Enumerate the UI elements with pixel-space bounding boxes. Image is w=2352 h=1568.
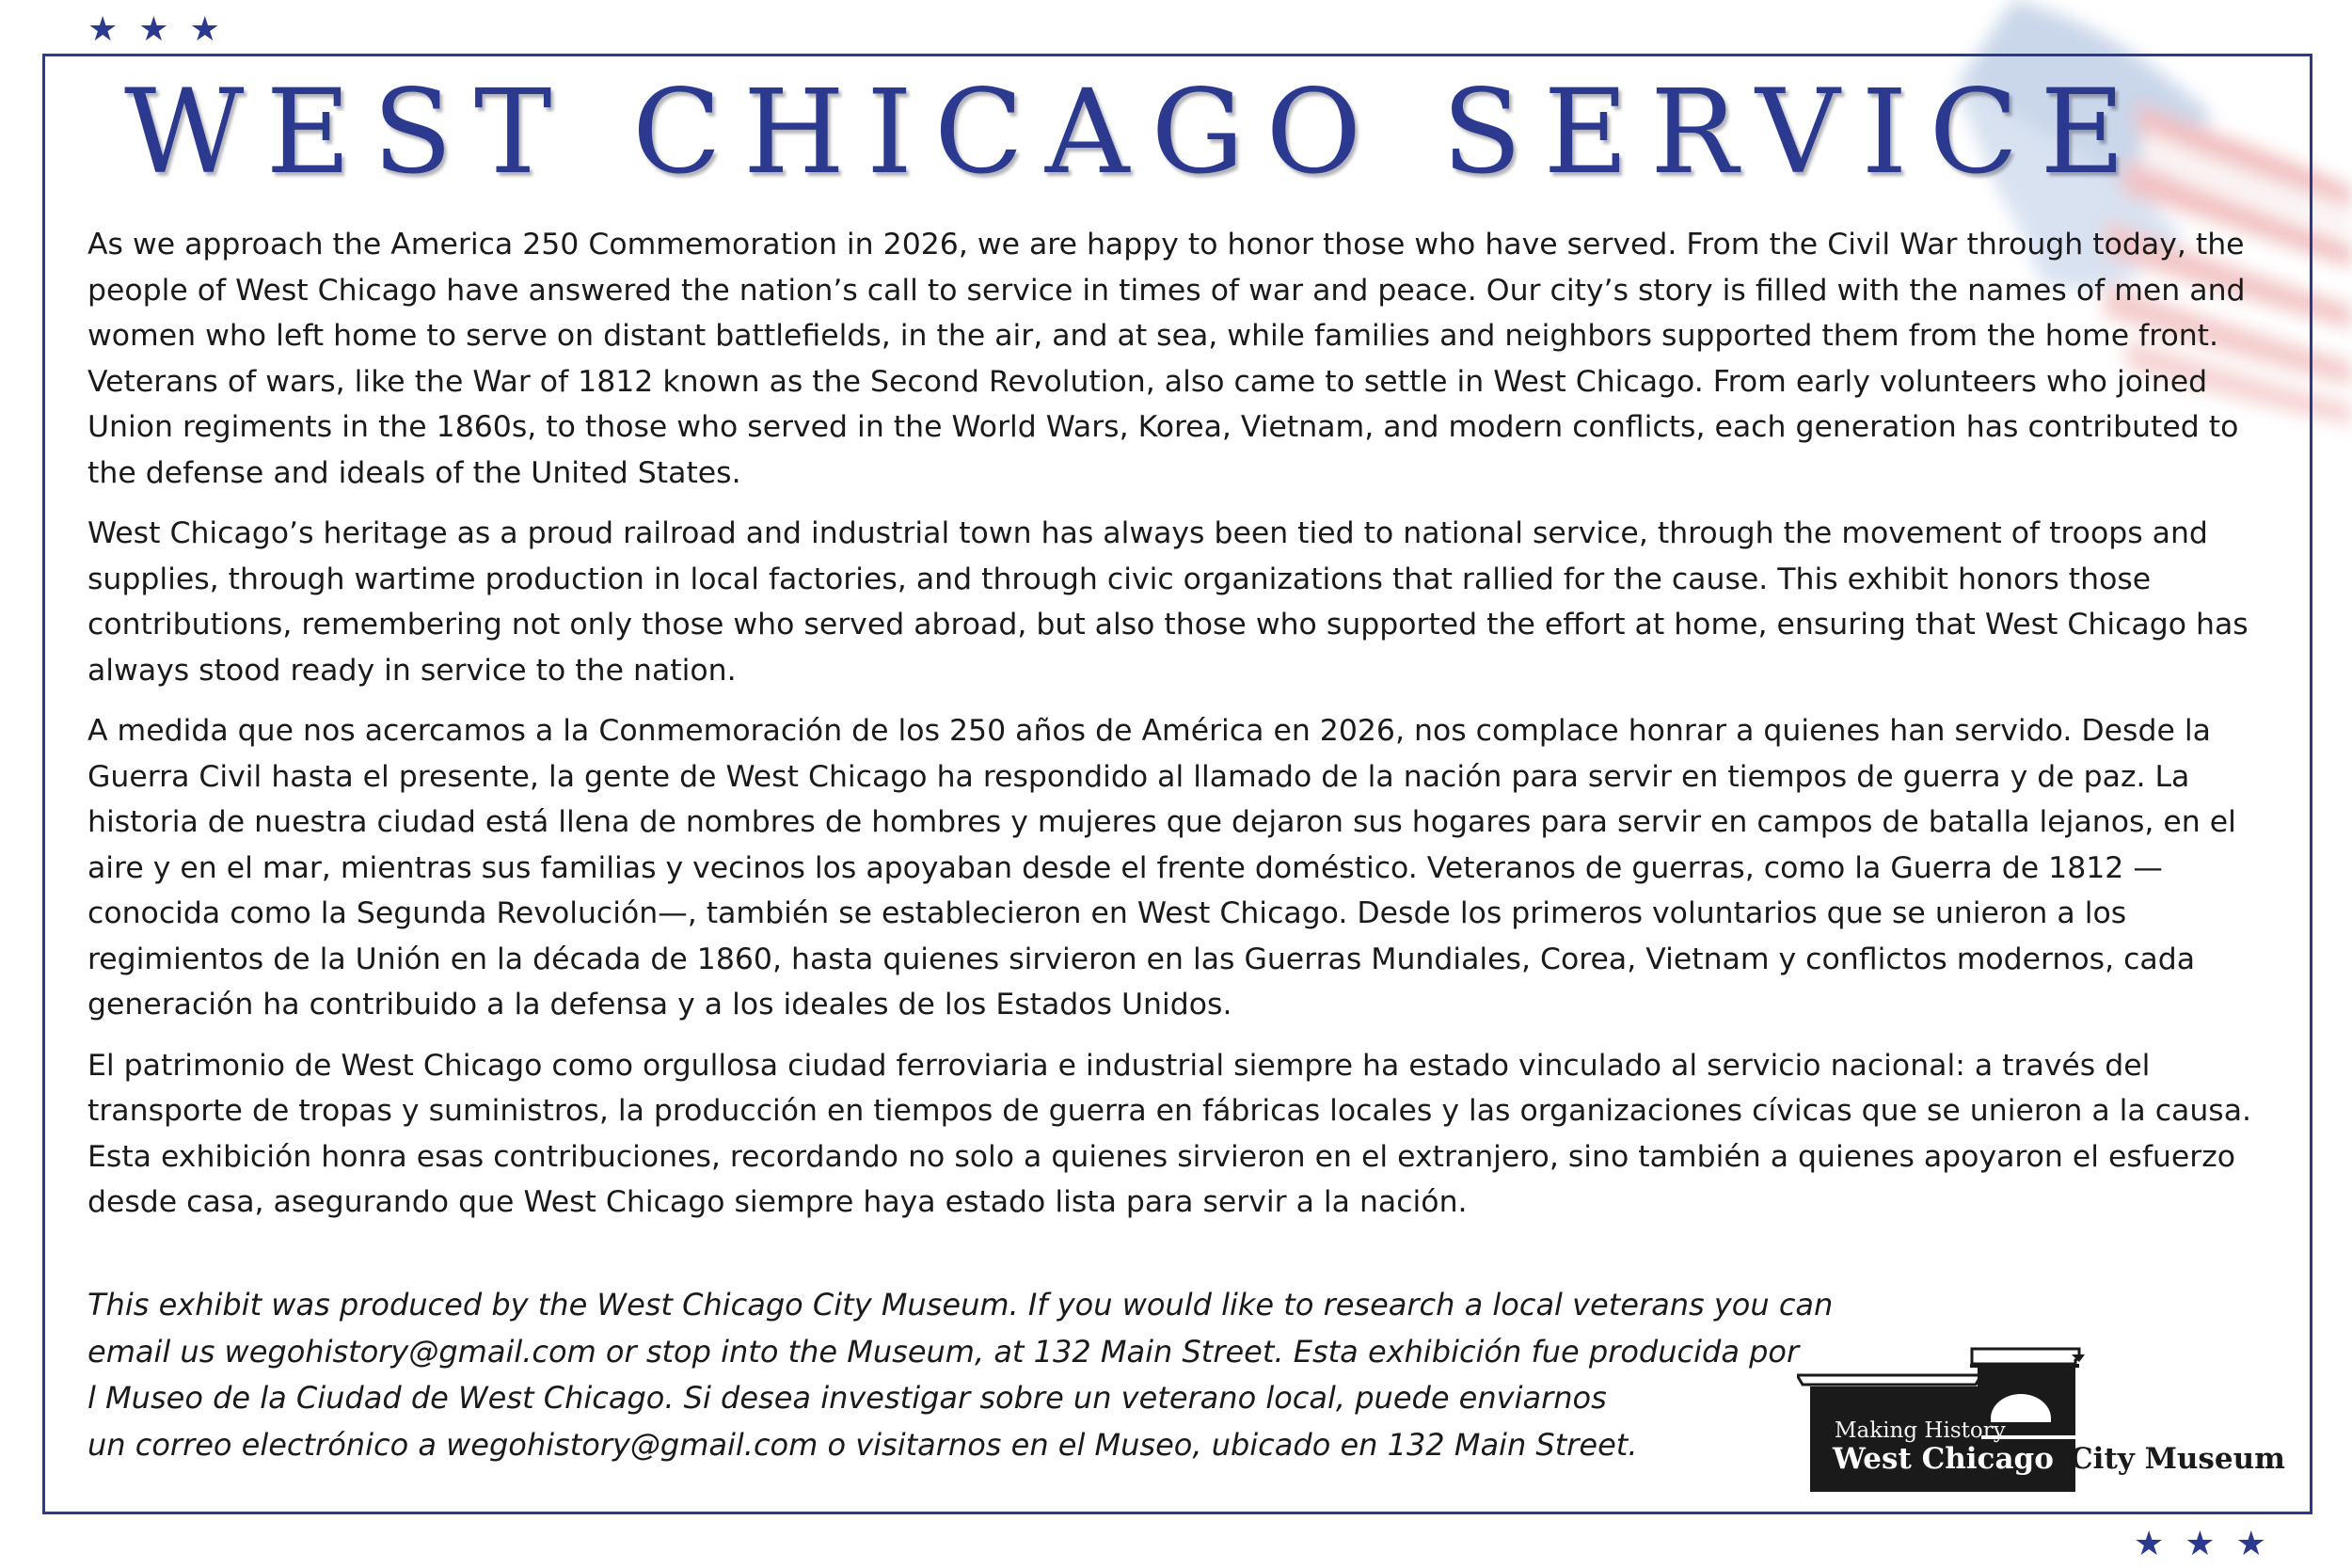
star-icon: ★ xyxy=(2235,1525,2287,1563)
paragraph-spanish-1: A medida que nos acercamos a la Conmemoración de los 250 años de América en 2026, nos complace honrar a quienes han servido. Desde la Guerra Civil hasta el presente, la gente de West Chicago ha respondido al llamado de la nación para servir en tiempos de guerra y de paz. La historia de nuestra ciudad está llena de nombres de hombres y mujeres que dejaron sus hogares para servir en campos de batalla lejanos, en el aire y en el mar, mientras sus familias y vecinos los apoyaban desde el frente doméstico. Veteranos de guerras, como la Guerra de 1812 —conocida como la Segunda Revolución—, también se establecieron en West Chicago. Desde los primeros voluntarios que se unieron a los regimientos de la Unión en la década de 1860, hasta quienes sirvieron en las Guerras Mundiales, Corea, Vietnam y conflictos modernos, cada generación ha contribuido a la defensa y a los ideales de los Estados Unidos. xyxy=(87,714,2236,1022)
paragraph-english-2: West Chicago’s heritage as a proud railroad and industrial town has always been tied to national service, through the movement of troops and supplies, through wartime production in local factories, and through civic organizations that rallied for the cause. This exhibit honors those contributions, remembering not only those who served abroad, but also those who supported the effort at home, ensuring that West Chicago has always stood ready in service to the nation. xyxy=(87,516,2249,688)
credit-line: email us wegohistory@gmail.com or stop into the Museum, at 132 Main Street. Esta exhibición fue producida por xyxy=(87,1333,1800,1370)
credit-line: l Museo de la Ciudad de West Chicago. Si desea investigar sobre un veterano local, puede enviarnos xyxy=(87,1380,1607,1416)
logo-name-part1: West Chicago xyxy=(1833,1442,2054,1476)
museum-logo xyxy=(1797,1345,2286,1492)
star-icon: ★ xyxy=(87,10,139,49)
logo-tagline: Making History xyxy=(1835,1418,2006,1443)
logo-name-part2: City Museum xyxy=(2070,1442,2285,1476)
stars-top-decoration xyxy=(87,10,241,49)
credit-line: This exhibit was produced by the West Chicago City Museum. If you would like to research a local veterans you can xyxy=(87,1287,1834,1323)
credit-note xyxy=(87,1282,1834,1468)
star-icon: ★ xyxy=(138,10,190,49)
stars-bottom-decoration xyxy=(2134,1525,2287,1563)
page-title: WEST CHICAGO SERVICE xyxy=(124,65,2147,200)
star-icon: ★ xyxy=(2134,1525,2185,1563)
star-icon: ★ xyxy=(189,10,241,49)
paragraph-spanish-2: El patrimonio de West Chicago como orgullosa ciudad ferroviaria e industrial siempre ha estado vinculado al servicio nacional: a través del transporte de tropas y suministros, la producción en tiempos de guerra en fábricas locales y las organizaciones cívicas que se unieron a la causa. Esta exhibición honra esas contribuciones, recordando no solo a quienes sirvieron en el extranjero, sino también a quienes apoyaron el esfuerzo desde casa, asegurando que West Chicago siempre haya estado lista para servir a la nación. xyxy=(87,1048,2252,1219)
paragraph-english-1: As we approach the America 250 Commemoration in 2026, we are happy to honor those who have served. From the Civil War through today, the people of West Chicago have answered the nation’s call to service in times of war and peace. Our city’s story is filled with the names of men and women who left home to serve on distant battlefields, in the air, and at sea, while families and neighbors supported them from the home front. Veterans of wars, like the War of 1812 known as the Second Revolution, also came to settle in West Chicago. From early volunteers who joined Union regiments in the 1860s, to those who served in the World Wars, Korea, Vietnam, and modern conflicts, each generation has contributed to the defense and ideals of the United States. xyxy=(87,228,2246,490)
body-text xyxy=(87,222,2280,1241)
credit-line: un correo electrónico a wegohistory@gmail.com o visitarnos en el Museo, ubicado en 132 Main Street. xyxy=(87,1426,1638,1463)
star-icon: ★ xyxy=(2185,1525,2236,1563)
